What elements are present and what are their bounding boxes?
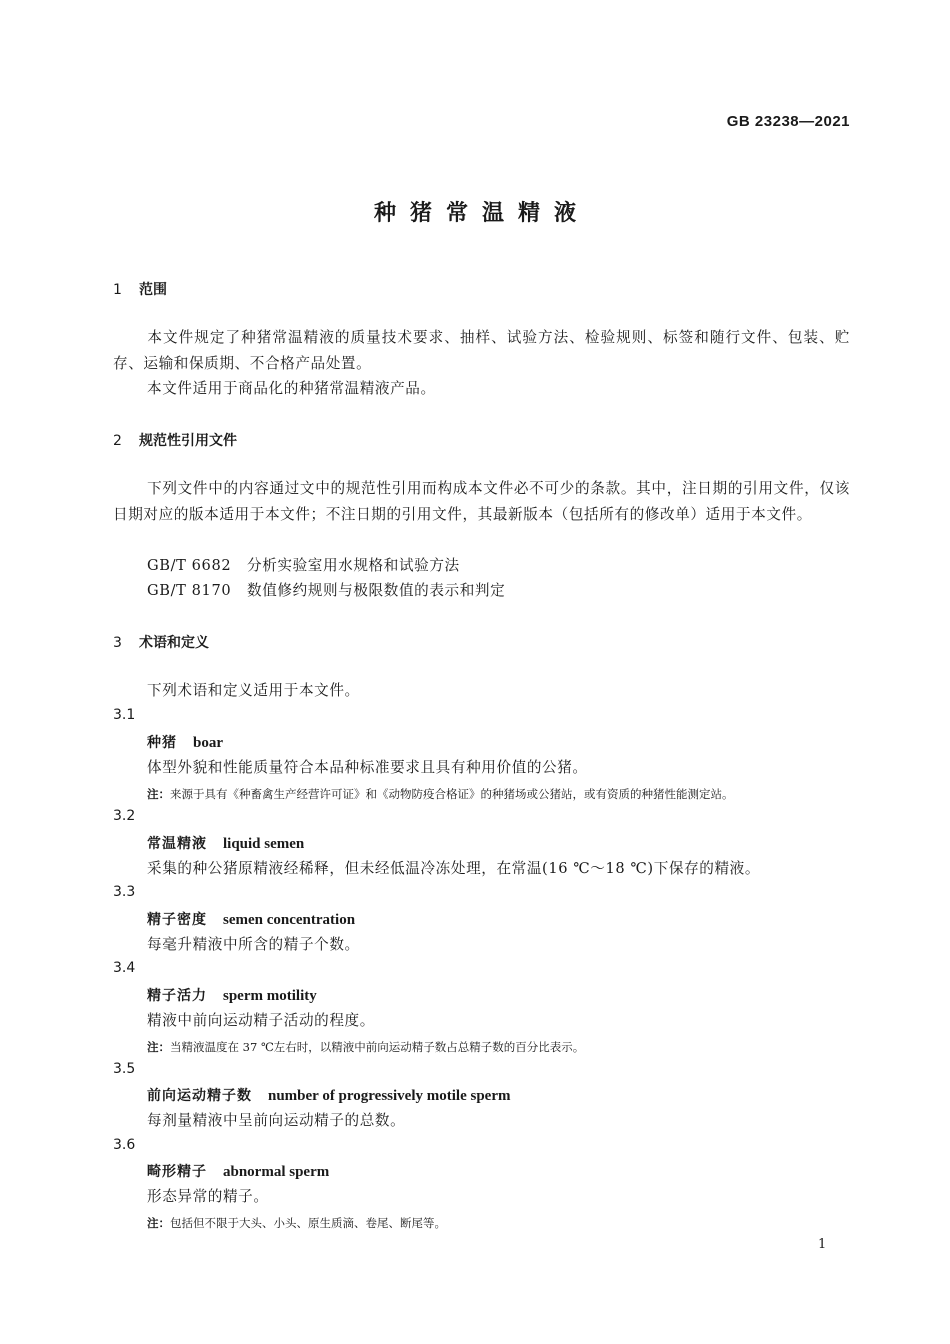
note-label: 注：: [147, 787, 170, 801]
section-title: 术语和定义: [139, 635, 209, 651]
term-definition: 精液中前向运动精子活动的程度。: [147, 1012, 375, 1029]
reference-item: [147, 579, 505, 600]
note-label: 注：: [147, 1040, 170, 1054]
section-3-heading: [113, 632, 209, 652]
section-2-heading: [113, 430, 237, 450]
note-text: 包括但不限于大头、小头、原生质滴、卷尾、断尾等。: [170, 1216, 446, 1230]
document-title: 种猪常温精液: [373, 201, 590, 226]
reference-code: GB/T 6682: [147, 557, 232, 574]
references-paragraph: [113, 476, 850, 527]
reference-code: GB/T 8170: [147, 582, 232, 599]
page-number: 1: [818, 1237, 827, 1252]
term-note: [147, 1039, 584, 1055]
clause-number: 3.3: [113, 884, 136, 900]
section-1-heading: [113, 279, 167, 299]
term-en: boar: [193, 735, 223, 751]
term-zh: 前向运动精子数: [147, 1088, 252, 1104]
reference-name: 分析实验室用水规格和试验方法: [247, 557, 460, 574]
reference-name: 数值修约规则与极限数值的表示和判定: [247, 582, 506, 599]
paragraph-text: 下列文件中的内容通过文中的规范性引用而构成本文件必不可少的条款。其中，注日期的引用文件，仅该日期对应的版本适用于本文件；不注日期的引用文件，其最新版本（包括所有的修改单）适用于本文件。: [113, 480, 850, 523]
reference-item: [147, 554, 460, 575]
clause-number: 3.5: [113, 1061, 136, 1077]
clause-number: 3.4: [113, 960, 136, 976]
note-text: 来源于具有《种畜禽生产经营许可证》和《动物防疫合格证》的种猪场或公猪站，或有资质的种猪性能测定站。: [170, 787, 734, 801]
section-number: 1: [113, 282, 122, 298]
term-heading: [147, 732, 223, 752]
term-definition: 每剂量精液中呈前向运动精子的总数。: [147, 1112, 406, 1129]
term-heading: [147, 1161, 329, 1181]
term-definition: 体型外貌和性能质量符合本品种标准要求且具有种用价值的公猪。: [147, 759, 588, 776]
term-zh: 常温精液: [147, 836, 207, 852]
term-heading: [147, 985, 317, 1005]
section-title: 规范性引用文件: [139, 433, 237, 449]
clause-number: 3.6: [113, 1137, 136, 1153]
term-heading: [147, 1085, 510, 1105]
term-definition: 每毫升精液中所含的精子个数。: [147, 936, 360, 953]
terms-intro: 下列术语和定义适用于本文件。: [147, 682, 360, 699]
term-zh: 种猪: [147, 735, 177, 751]
scope-paragraph-1: [113, 325, 850, 376]
term-zh: 精子密度: [147, 912, 207, 928]
term-zh: 畸形精子: [147, 1164, 207, 1180]
paragraph-text: 本文件规定了种猪常温精液的质量技术要求、抽样、试验方法、检验规则、标签和随行文件、包装、贮存、运输和保质期、不合格产品处置。: [113, 329, 850, 372]
term-en: sperm motility: [223, 988, 317, 1004]
scope-paragraph-2: [113, 376, 850, 402]
section-number: 3: [113, 635, 122, 651]
term-definition: 形态异常的精子。: [147, 1188, 269, 1205]
clause-number: 3.2: [113, 808, 136, 824]
section-title: 范围: [139, 282, 167, 298]
term-note: [147, 1215, 446, 1231]
term-heading: [147, 833, 304, 853]
term-en: number of progressively motile sperm: [268, 1088, 511, 1104]
term-definition: 采集的种公猪原精液经稀释，但未经低温冷冻处理，在常温(16 ℃～18 ℃)下保存的精液。: [147, 860, 761, 877]
section-number: 2: [113, 433, 122, 449]
clause-number: 3.1: [113, 707, 136, 723]
term-heading: [147, 909, 355, 929]
note-text: 当精液温度在 37 ℃左右时，以精液中前向运动精子数占总精子数的百分比表示。: [170, 1040, 585, 1054]
term-en: abnormal sperm: [223, 1164, 330, 1180]
term-en: semen concentration: [223, 912, 356, 928]
standard-number: GB 23238—2021: [726, 113, 850, 130]
note-label: 注：: [147, 1216, 170, 1230]
term-en: liquid semen: [223, 836, 305, 852]
term-zh: 精子活力: [147, 988, 207, 1004]
paragraph-text: 本文件适用于商品化的种猪常温精液产品。: [147, 380, 436, 397]
term-note: [147, 786, 734, 802]
